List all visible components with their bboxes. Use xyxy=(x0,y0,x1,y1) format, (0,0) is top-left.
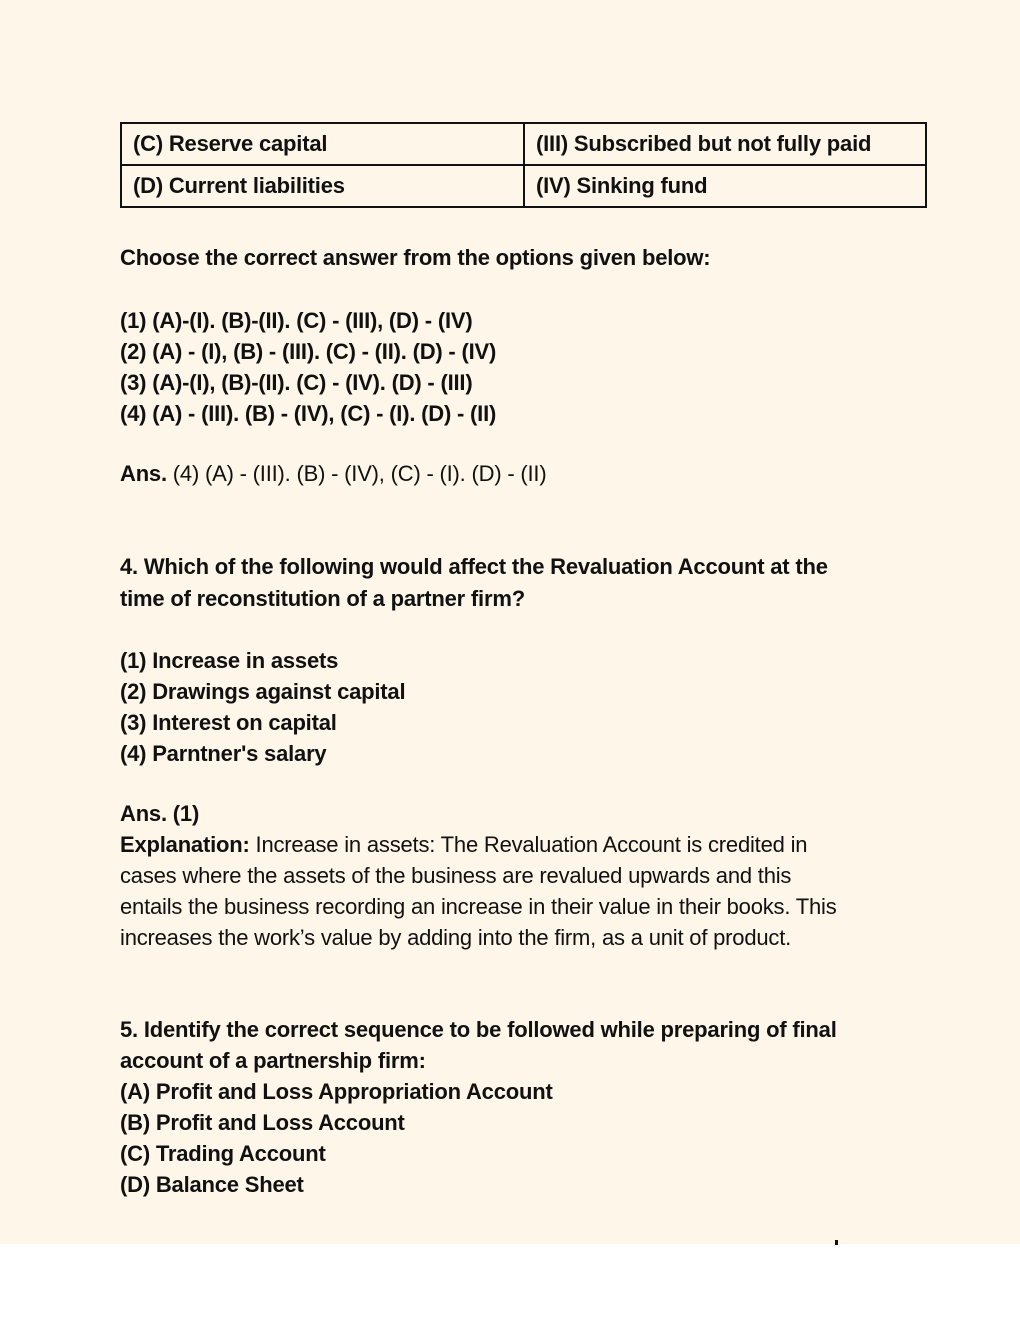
option-line: (1) (A)-(I). (B)-(II). (C) - (III), (D) - (IV) xyxy=(120,308,473,333)
page-bottom-margin xyxy=(0,1244,1020,1320)
option-line: (D) Balance Sheet xyxy=(120,1172,304,1197)
table-cell-iv: (IV) Sinking fund xyxy=(524,165,926,207)
answer-text: (4) (A) - (III). (B) - (IV), (C) - (I). (D) - (II) xyxy=(172,461,547,486)
q3-instruction: Choose the correct answer from the options given below: xyxy=(120,245,711,270)
question-line: 4. Which of the following would affect the Revaluation Account at the xyxy=(120,554,828,579)
option-line: (4) Parntner's salary xyxy=(120,741,327,766)
explanation-line xyxy=(120,829,837,860)
option-line: (2) (A) - (I), (B) - (III). (C) - (II). (D) - (IV) xyxy=(120,339,497,364)
option-line: (3) Interest on capital xyxy=(120,710,337,735)
option-line: (B) Profit and Loss Account xyxy=(120,1110,405,1135)
option-line: (3) (A)-(I), (B)-(II). (C) - (IV). (D) - (III) xyxy=(120,370,473,395)
q5-block xyxy=(120,1014,837,1200)
table-cell-iii: (III) Subscribed but not fully paid xyxy=(524,123,926,165)
option-line: (1) Increase in assets xyxy=(120,648,339,673)
option-line: (C) Trading Account xyxy=(120,1141,326,1166)
q3-options xyxy=(120,305,496,429)
question-line: 5. Identify the correct sequence to be followed while preparing of final xyxy=(120,1017,837,1042)
q4-options xyxy=(120,645,405,769)
ink-speck xyxy=(835,1240,838,1245)
answer-line: Ans. (1) xyxy=(120,801,200,826)
question-line: account of a partnership firm: xyxy=(120,1048,426,1073)
q4-question xyxy=(120,551,920,615)
explanation-line: cases where the assets of the business are revalued upwards and this xyxy=(120,863,792,888)
table-cell-d: (D) Current liabilities xyxy=(121,165,524,207)
option-line: (4) (A) - (III). (B) - (IV), (C) - (I). (D) - (II) xyxy=(120,401,497,426)
question-line: time of reconstitution of a partner firm? xyxy=(120,586,525,611)
match-table xyxy=(120,122,927,208)
explanation-text: Increase in assets: The Revaluation Account is credited in xyxy=(255,832,808,857)
q4-answer-block xyxy=(120,798,837,953)
table-row xyxy=(121,165,926,207)
option-line: (2) Drawings against capital xyxy=(120,679,406,704)
table-cell-c: (C) Reserve capital xyxy=(121,123,524,165)
table-row xyxy=(121,123,926,165)
explanation-label: Explanation: xyxy=(120,832,250,857)
answer-label: Ans. xyxy=(120,461,167,486)
option-line: (A) Profit and Loss Appropriation Account xyxy=(120,1079,553,1104)
q3-answer-line xyxy=(120,458,546,489)
explanation-line: increases the work’s value by adding into the firm, as a unit of product. xyxy=(120,925,792,950)
explanation-line: entails the business recording an increase in their value in their books. This xyxy=(120,894,837,919)
